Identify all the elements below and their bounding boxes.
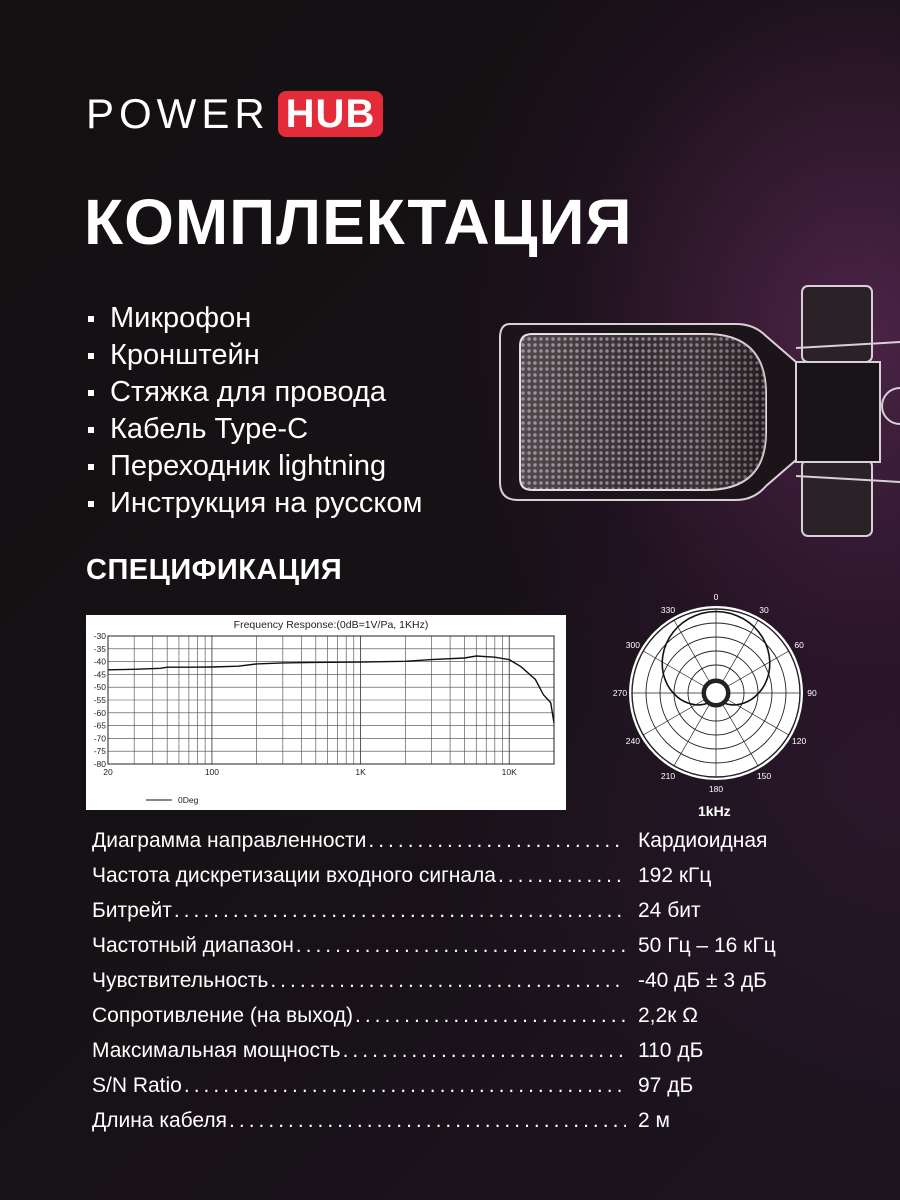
leader-dots xyxy=(174,899,626,923)
kit-item: Переходник lightning xyxy=(88,448,422,485)
bullet-icon xyxy=(88,390,94,396)
polar-center-dot xyxy=(706,683,726,703)
legend-label: 0Deg xyxy=(178,795,199,805)
spec-table xyxy=(92,829,812,1144)
chart-title: Frequency Response:(0dB=1V/Pa, 1KHz) xyxy=(233,619,429,631)
spec-value: 97 дБ xyxy=(638,1074,694,1097)
spec-row xyxy=(92,829,812,864)
logo-power-text: POWER xyxy=(86,90,270,137)
kit-item: Кабель Type-C xyxy=(88,411,422,448)
polar-pattern-chart xyxy=(604,592,834,822)
spec-name: Сопротивление (на выход) xyxy=(92,1004,353,1027)
bullet-icon xyxy=(88,501,94,507)
bullet-icon xyxy=(88,464,94,470)
spec-value: Кардиоидная xyxy=(638,829,768,852)
y-tick-label: -45 xyxy=(93,669,106,680)
spec-name: Длина кабеля xyxy=(92,1109,228,1132)
spec-row xyxy=(92,899,812,934)
spec-row xyxy=(92,934,812,969)
leader-dots xyxy=(296,934,626,958)
logo-hub-badge: HUB xyxy=(278,91,384,137)
spec-row xyxy=(92,969,812,1004)
spec-name: S/N Ratio xyxy=(92,1074,182,1097)
angle-label: 60 xyxy=(794,640,804,650)
kit-item: Микрофон xyxy=(88,300,422,337)
kit-list xyxy=(88,300,422,522)
angle-label: 180 xyxy=(708,784,724,794)
angle-label: 120 xyxy=(792,736,807,746)
spec-name: Максимальная мощность xyxy=(92,1039,341,1062)
angle-label: 330 xyxy=(660,604,676,615)
angle-label: 270 xyxy=(612,688,628,698)
spec-name: Частотный диапазон xyxy=(92,934,294,957)
microphone-illustration xyxy=(496,282,900,542)
spec-value: -40 дБ ± 3 дБ xyxy=(638,969,767,992)
leader-dots xyxy=(184,1074,626,1098)
y-tick-label: -35 xyxy=(93,643,106,654)
spec-name: Частота дискретизации входного сигнала xyxy=(92,864,496,887)
bullet-icon xyxy=(88,316,94,322)
kit-item: Инструкция на русском xyxy=(88,485,422,522)
page-title: КОМПЛЕКТАЦИЯ xyxy=(84,186,633,258)
spec-heading: СПЕЦИФИКАЦИЯ xyxy=(86,554,343,586)
y-tick-label: -60 xyxy=(93,707,106,718)
spec-name: Чувствительность xyxy=(92,969,269,992)
y-tick-label: -70 xyxy=(93,733,106,744)
leader-dots xyxy=(343,1039,626,1063)
y-tick-label: -55 xyxy=(93,695,106,705)
frequency-response-chart xyxy=(86,615,566,810)
angle-label: 300 xyxy=(625,640,640,650)
spec-row xyxy=(92,864,812,899)
leader-dots xyxy=(229,1109,626,1133)
kit-item: Кронштейн xyxy=(88,337,422,374)
spec-value: 192 кГц xyxy=(638,864,712,887)
x-tick-label: 100 xyxy=(204,767,220,777)
spec-value: 110 дБ xyxy=(638,1039,704,1062)
y-tick-label: -80 xyxy=(93,759,106,769)
brand-logo xyxy=(86,92,383,136)
spec-name: Диаграмма направленности xyxy=(92,829,367,852)
spec-name: Битрейт xyxy=(92,899,172,922)
leader-dots xyxy=(270,969,626,993)
leader-dots xyxy=(368,829,626,853)
leader-dots xyxy=(498,864,626,888)
spec-value: 24 бит xyxy=(638,899,701,922)
angle-label: 150 xyxy=(756,771,772,782)
y-tick-label: -40 xyxy=(93,656,106,667)
angle-label: 210 xyxy=(660,771,676,782)
spec-value: 2,2к Ω xyxy=(638,1004,698,1027)
kit-item: Стяжка для провода xyxy=(88,374,422,411)
y-tick-label: -30 xyxy=(93,631,106,641)
x-tick-label: 10K xyxy=(501,767,517,777)
spec-row xyxy=(92,1039,812,1074)
bullet-icon xyxy=(88,353,94,359)
x-tick-label: 1K xyxy=(355,767,366,777)
spec-value: 50 Гц – 16 кГц xyxy=(638,934,776,957)
angle-label: 240 xyxy=(625,736,640,746)
spec-value: 2 м xyxy=(638,1109,670,1132)
leader-dots xyxy=(355,1004,626,1028)
angle-label: 0 xyxy=(713,592,719,602)
y-tick-label: -65 xyxy=(93,720,106,731)
spec-row xyxy=(92,1074,812,1109)
polar-caption: 1kHz xyxy=(698,803,731,819)
angle-label: 30 xyxy=(759,604,769,615)
x-tick-label: 20 xyxy=(103,767,113,777)
bullet-icon xyxy=(88,427,94,433)
spec-row xyxy=(92,1004,812,1039)
y-tick-label: -50 xyxy=(93,682,106,693)
spec-row xyxy=(92,1109,812,1144)
y-tick-label: -75 xyxy=(93,746,106,757)
angle-label: 90 xyxy=(807,688,817,698)
